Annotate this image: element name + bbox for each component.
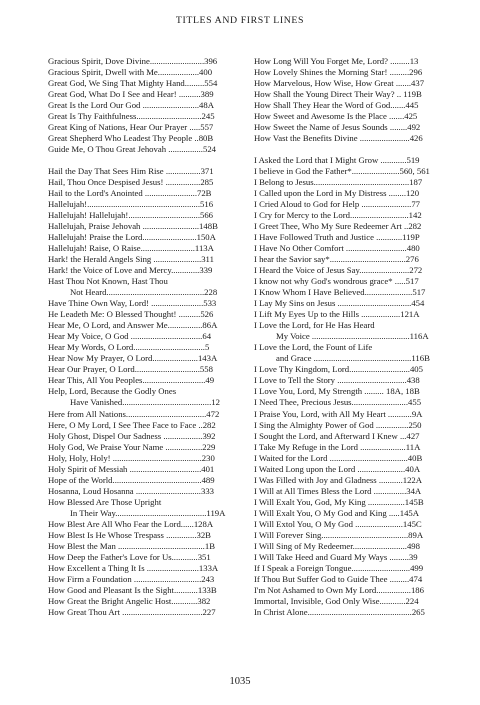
index-entry: I Love to Tell the Story ................................438 xyxy=(254,375,420,386)
index-entry: I Will Sing of My Redeemer.........................498 xyxy=(254,540,420,551)
index-entry: Hear My Words, O Lord.................................5 xyxy=(48,342,210,353)
index-entry: Have Vanished.........................................12 xyxy=(70,397,220,408)
index-entry: How Sweet and Awesome Is the Place .......425 xyxy=(254,111,418,122)
index-entry: In Their Way..........................................119A xyxy=(70,507,226,518)
index-entry: How Deep the Father's Love for Us............351 xyxy=(48,551,211,562)
index-entry: I Will Extol You, O My God ......................145C xyxy=(254,518,422,529)
index-entry: How Blest Are All Who Fear the Lord......128A xyxy=(48,518,214,529)
section-gap xyxy=(254,144,454,155)
index-entry: How Great Thou Art .....................................227 xyxy=(48,606,216,617)
index-entry: Hear This, All You Peoples.............................49 xyxy=(48,375,215,386)
index-entry: My Voice .............................................116A xyxy=(276,331,429,342)
index-entry: I Love Thy Kingdom, Lord............................405 xyxy=(254,364,423,375)
index-entry: Holy God, We Praise Your Name .................229 xyxy=(48,441,216,452)
index-entry: I Was Filled with Joy and Gladness ...........122A xyxy=(254,474,423,485)
index-entry: I Will Forever Sing........................................89A xyxy=(254,529,424,540)
index-entry: He Leadeth Me: O Blessed Thought! ..........526 xyxy=(48,309,214,320)
index-entry: How Blest the Man ........................................1B xyxy=(48,540,215,551)
index-entry: I Greet Thee, Who My Sure Redeemer Art ..282 xyxy=(254,221,422,232)
index-entry: and Grace .............................................116B xyxy=(276,353,430,364)
index-entry: Hallelujah! Hallelujah!.................................566 xyxy=(48,210,214,221)
index-entry: Hear Me, O Lord, and Answer Me................86A xyxy=(48,320,218,331)
index-entry: Here from All Nations.....................................472 xyxy=(48,408,220,419)
index-entry: I Will Take Heed and Guard My Ways .........39 xyxy=(254,551,418,562)
index-entry: I Will Exalt You, O My God and King .....145A xyxy=(254,507,420,518)
index-entry: How Great the Bright Angelic Host............382 xyxy=(48,595,211,606)
index-entry: I Praise You, Lord, with All My Heart ...........9A xyxy=(254,408,423,419)
index-entry: Hast Thou Not Known, Hast Thou xyxy=(48,276,168,287)
index-entry: Great Is Thy Faithfulness..............................245 xyxy=(48,111,215,122)
index-entry: I Lay My Sins on Jesus ..................................454 xyxy=(254,298,425,309)
index-entry: I Take My Refuge in the Lord .....................11A xyxy=(254,441,421,452)
index-entry: Hail, Thou Once Despised Jesus! ................285 xyxy=(48,177,214,188)
index-entry: How Long Will You Forget Me, Lord? .........13 xyxy=(254,56,419,66)
index-entry: I Belong to Jesus............................................187 xyxy=(254,177,423,188)
index-entry: I Waited for the Lord ....................................40B xyxy=(254,452,423,463)
section-gap xyxy=(48,155,248,166)
index-entry: Gracious Spirit, Dove Divine.........................396 xyxy=(48,56,218,66)
index-entry: How Shall the Young Direct Their Way? .. 119B xyxy=(254,89,422,100)
index-entry: I Heard the Voice of Jesus Say.......................272 xyxy=(254,265,423,276)
index-entry: How Marvelous, How Wise, How Great .......437 xyxy=(254,78,425,89)
right-index-column xyxy=(254,56,454,618)
index-entry: How Good and Pleasant Is the Sight...........133B xyxy=(48,584,217,595)
index-entry: Great King of Nations, Hear Our Prayer .....557 xyxy=(48,122,214,133)
index-entry: How Vast the Benefits Divine .......................426 xyxy=(254,133,423,144)
index-entry: I believe in God the Father*......................560, 561 xyxy=(254,166,430,177)
index-entry: I Sought the Lord, and Afterward I Knew ...427 xyxy=(254,430,420,441)
index-entry: How Blest Is He Whose Trespass ..............32B xyxy=(48,529,211,540)
index-entry: Great God, What Do I See and Hear! ..........389 xyxy=(48,89,214,100)
index-entry: I know not why God's wondrous grace* .....517 xyxy=(254,276,419,287)
index-entry: Hallelujah! Raise, O Raise.........................113A xyxy=(48,243,214,254)
index-entry: I Love the Lord, for He Has Heard xyxy=(254,320,375,331)
index-entry: Gracious Spirit, Dwell with Me...................400 xyxy=(48,67,213,78)
index-entry: I Know Whom I Have Believed......................517 xyxy=(254,287,426,298)
index-entry: Have Thine Own Way, Lord! ........................533 xyxy=(48,298,217,309)
index-entry: I Love the Lord, the Fount of Life xyxy=(254,342,373,353)
index-entry: I Asked the Lord that I Might Grow ............519 xyxy=(254,155,420,166)
index-entry: I hear the Savior say*...................................276 xyxy=(254,254,419,265)
index-entry: Great God, We Sing That Mighty Hand.........554 xyxy=(48,78,218,89)
index-entry: Hear My Voice, O God .................................64 xyxy=(48,331,212,342)
index-entry: I Have No Other Comfort ............................480 xyxy=(254,243,420,254)
index-entry: How Sweet the Name of Jesus Sounds ........492 xyxy=(254,122,421,133)
index-entry: I Cried Aloud to God for Help .......................77 xyxy=(254,199,421,210)
index-entry: I Will Exalt You, God, My King .................145B xyxy=(254,496,424,507)
index-entry: I Need Thee, Precious Jesus..........................455 xyxy=(254,397,422,408)
index-entry: Here, O My Lord, I See Thee Face to Face ..282 xyxy=(48,419,216,430)
left-index-column xyxy=(48,56,248,618)
index-entry: How Excellent a Thing It Is ........................133A xyxy=(48,562,219,573)
index-entry: I Will at All Times Bless the Lord ...............34A xyxy=(254,485,422,496)
index-entry: I Called upon the Lord in My Distress ........120 xyxy=(254,188,420,199)
index-entry: Hallelujah!....................................................516 xyxy=(48,199,214,210)
index-entry: Hear Our Prayer, O Lord..............................558 xyxy=(48,364,213,375)
index-entry: Guide Me, O Thou Great Jehovah ................524 xyxy=(48,144,217,155)
index-entry: I Sing the Almighty Power of God ...............250 xyxy=(254,419,422,430)
index-entry: Holy, Holy, Holy! .........................................230 xyxy=(48,452,215,463)
index-entry: I Waited Long upon the Lord ......................40A xyxy=(254,463,421,474)
index-entry: Hallelujah, Praise Jehovah ..........................148B xyxy=(48,221,218,232)
index-entry: Holy Spirit of Messiah .................................401 xyxy=(48,463,215,474)
index-entry: Great Is the Lord Our God ..........................48A xyxy=(48,100,214,111)
index-entry: How Shall They Hear the Word of God.......445 xyxy=(254,100,419,111)
index-entry: Holy Ghost, Dispel Our Sadness ..................392 xyxy=(48,430,216,441)
index-entry: In Christ Alone................................................265 xyxy=(254,606,425,617)
index-entry: Hope of the World.........................................489 xyxy=(48,474,215,485)
page-header: TITLES AND FIRST LINES xyxy=(175,15,305,26)
index-entry: I'm Not Ashamed to Own My Lord................186 xyxy=(254,584,424,595)
page-number: 1035 xyxy=(229,676,251,687)
index-entry: Not Heard.............................................228 xyxy=(70,287,218,298)
index-entry: Hail to the Lord's Anointed ........................72B xyxy=(48,188,212,199)
index-entry: Hosanna, Loud Hosanna ..............................333 xyxy=(48,485,215,496)
index-entry: Hail the Day That Sees Him Rise ................371 xyxy=(48,166,214,177)
index-entry: I Cry for Mercy to the Lord...........................142 xyxy=(254,210,422,221)
index-entry: Hallelujah! Praise the Lord.........................150A xyxy=(48,232,216,243)
index-entry: Hear Now My Prayer, O Lord.....................143A xyxy=(48,353,218,364)
index-entry: If Thou But Suffer God to Guide Thee .........474 xyxy=(254,573,423,584)
index-entry: How Lovely Shines the Morning Star! .........296 xyxy=(254,67,423,78)
index-entry: I Love You, Lord, My Strength ......... 18A, 18B xyxy=(254,386,420,397)
index-entry: Help, Lord, Because the Godly Ones xyxy=(48,386,177,397)
index-entry: Hark! the Herald Angels Sing ......................311 xyxy=(48,254,214,265)
index-entry: I Have Followed Truth and Justice ............119P xyxy=(254,232,420,243)
index-entry: How Blessed Are Those Upright xyxy=(48,496,162,507)
index-entry: Great Shepherd Who Leadest Thy People ..80B xyxy=(48,133,214,144)
index-entry: Hark! the Voice of Love and Mercy.............339 xyxy=(48,265,213,276)
index-entry: How Firm a Foundation ...............................243 xyxy=(48,573,215,584)
index-entry: If I Speak a Foreign Tongue...........................499 xyxy=(254,562,424,573)
index-entry: Immortal, Invisible, God Only Wise............224 xyxy=(254,595,419,606)
index-entry: I Lift My Eyes Up to the Hills ..................121A xyxy=(254,309,420,320)
